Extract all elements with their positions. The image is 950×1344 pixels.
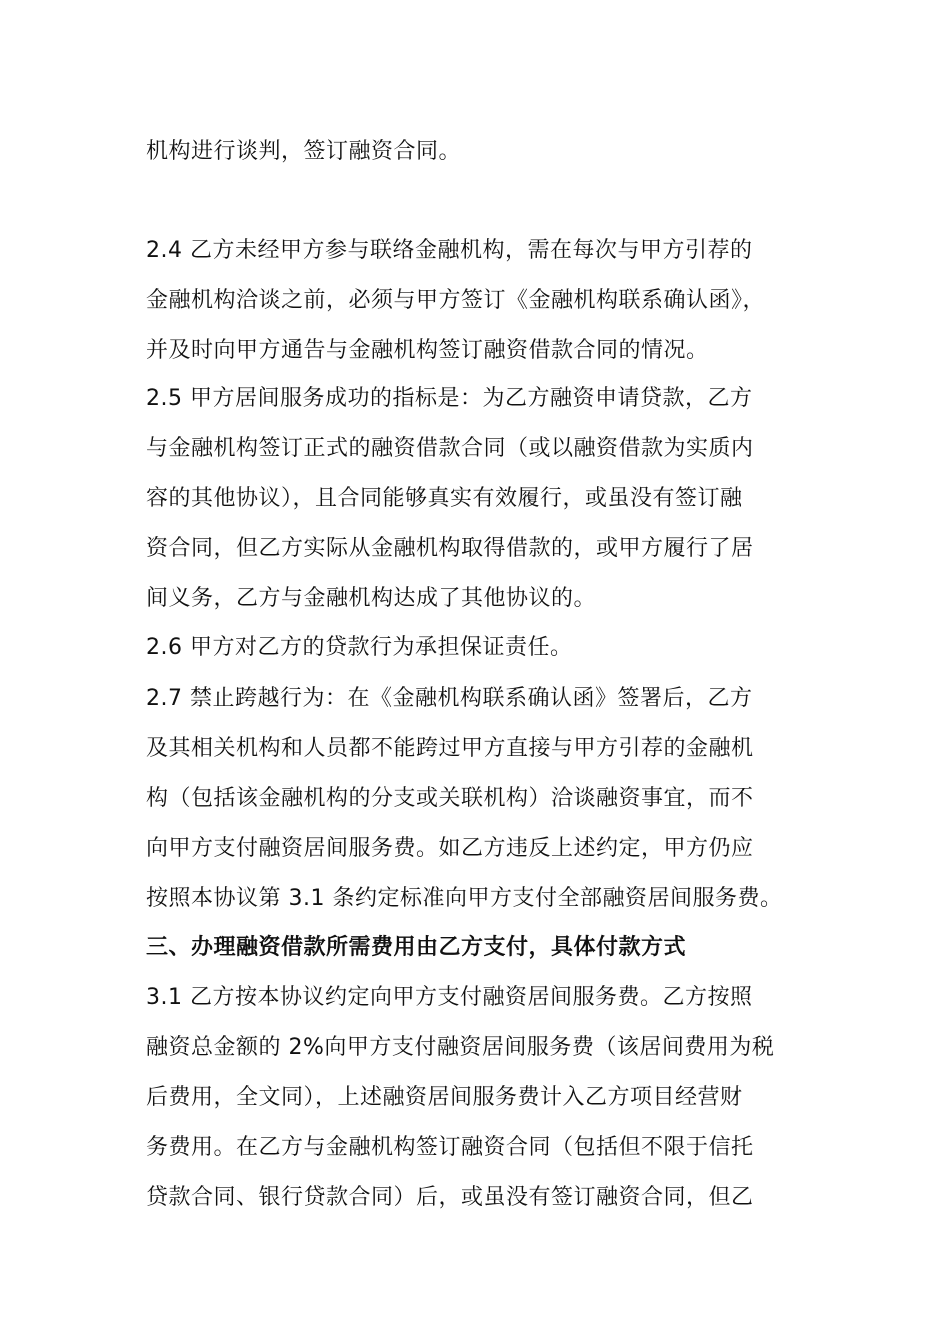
clause-2-6: 2.6 甲方对乙方的贷款行为承担保证责任。 [146, 635, 573, 660]
text-line: 金融机构洽谈之前，必须与甲方签订《金融机构联系确认函》， [146, 288, 766, 313]
clause-3-1: 3.1 乙方按本协议约定向甲方支付融资居间服务费。乙方按照 [146, 985, 753, 1010]
text-line: 及其相关机构和人员都不能跨过甲方直接与甲方引荐的金融机 [146, 736, 754, 761]
text-line: 务费用。在乙方与金融机构签订融资合同（包括但不限于信托 [146, 1135, 754, 1160]
text-line: 后费用，全文同），上述融资居间服务费计入乙方项目经营财 [146, 1085, 743, 1110]
clause-2-4: 2.4 乙方未经甲方参与联络金融机构，需在每次与甲方引荐的 [146, 238, 753, 263]
text-line: 构（包括该金融机构的分支或关联机构）洽谈融资事宜，而不 [146, 786, 754, 811]
text-line: 融资总金额的 2%向甲方支付融资居间服务费（该居间费用为税 [146, 1035, 775, 1060]
text-line: 与金融机构签订正式的融资借款合同（或以融资借款为实质内 [146, 436, 754, 461]
text-line: 按照本协议第 3.1 条约定标准向甲方支付全部融资居间服务费。 [146, 886, 783, 911]
text-line: 间义务，乙方与金融机构达成了其他协议的。 [146, 586, 597, 611]
text-line: 资合同，但乙方实际从金融机构取得借款的，或甲方履行了居 [146, 536, 754, 561]
text-line: 贷款合同、银行贷款合同）后，或虽没有签订融资合同，但乙 [146, 1185, 754, 1210]
clause-2-7: 2.7 禁止跨越行为：在《金融机构联系确认函》签署后，乙方 [146, 686, 753, 711]
text-line: 向甲方支付融资居间服务费。如乙方违反上述约定，甲方仍应 [146, 836, 754, 861]
section-3-heading: 三、办理融资借款所需费用由乙方支付，具体付款方式 [146, 935, 687, 960]
clause-2-5: 2.5 甲方居间服务成功的指标是：为乙方融资申请贷款，乙方 [146, 386, 753, 411]
text-line: 机构进行谈判，签订融资合同。 [146, 139, 462, 164]
text-line: 并及时向甲方通告与金融机构签订融资借款合同的情况。 [146, 338, 709, 363]
text-line: 容的其他协议），且合同能够真实有效履行，或虽没有签订融 [146, 486, 743, 511]
